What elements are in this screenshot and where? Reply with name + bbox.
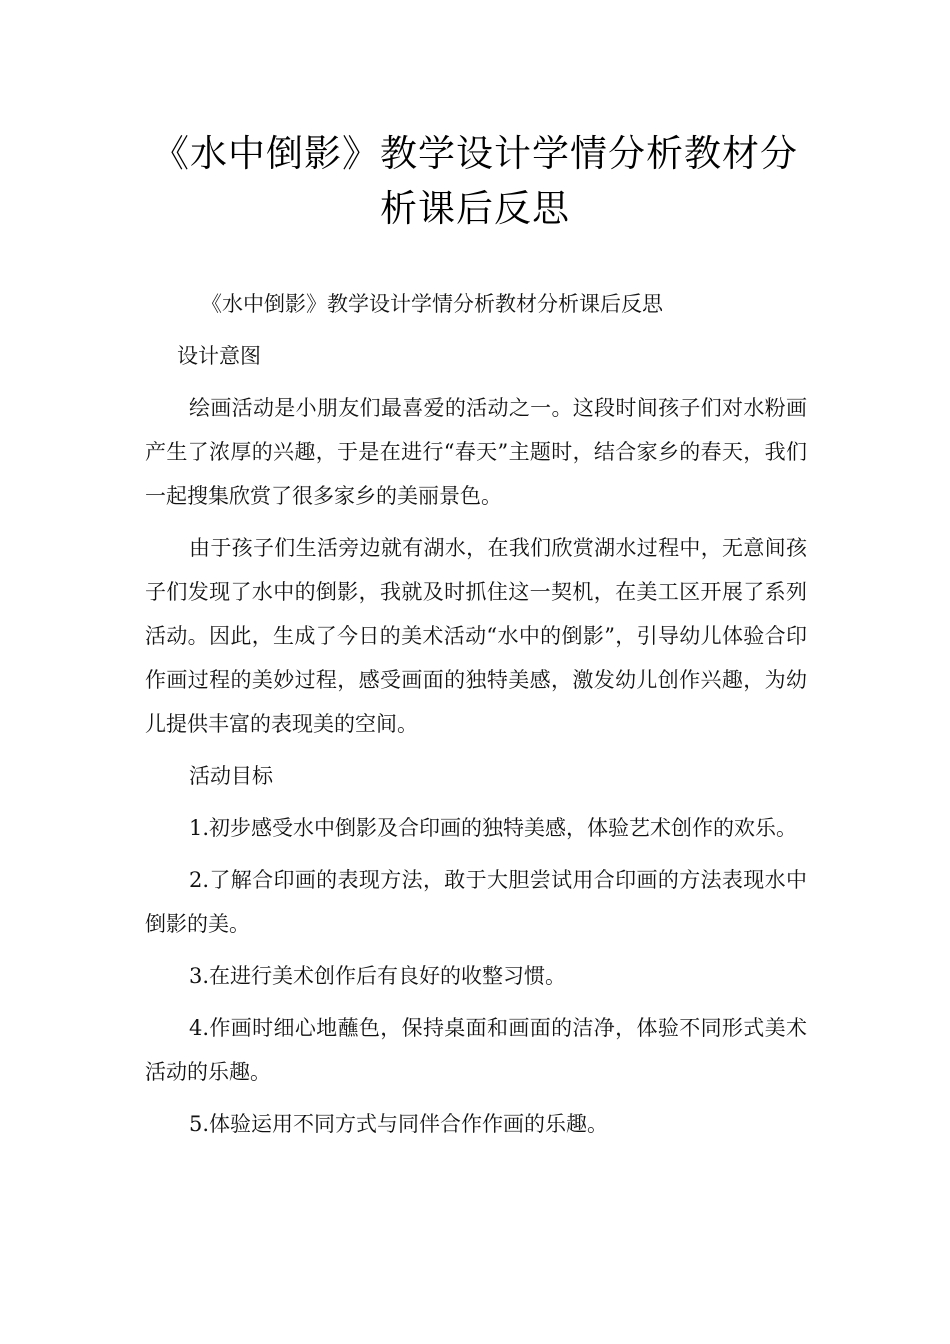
goal-item-1: 1.初步感受水中倒影及合印画的独特美感，体验艺术创作的欢乐。 xyxy=(189,816,798,840)
goal-item-4: 4.作画时细心地蘸色，保持桌面和画面的洁净，体验不同形式美术活动的乐趣。 xyxy=(145,1016,807,1084)
document-title: 《水中倒影》教学设计学情分析教材分析课后反思 xyxy=(152,132,798,230)
section-heading-design-intent: 设计意图 xyxy=(177,344,261,368)
goal-item-3: 3.在进行美术创作后有良好的收整习惯。 xyxy=(189,964,567,988)
subtitle-paragraph: 《水中倒影》教学设计学情分析教材分析课后反思 xyxy=(201,292,663,316)
paragraph-design-intent-2: 由于孩子们生活旁边就有湖水，在我们欣赏湖水过程中，无意间孩子们发现了水中的倒影，我就及时抓住这一契机，在美工区开展了系列活动。因此，生成了今日的美术活动“水中的倒影”，引导幼儿体验合印作画过程的美妙过程，感受画面的独特美感，激发幼儿创作兴趣，为幼儿提供丰富的表现美的空间。 xyxy=(145,536,807,736)
goal-item-5: 5.体验运用不同方式与同伴合作作画的乐趣。 xyxy=(189,1112,609,1136)
document-body xyxy=(145,282,807,1146)
paragraph-design-intent-1: 绘画活动是小朋友们最喜爱的活动之一。这段时间孩子们对水粉画产生了浓厚的兴趣，于是在进行“春天”主题时，结合家乡的春天，我们一起搜集欣赏了很多家乡的美丽景色。 xyxy=(145,396,807,508)
section-heading-activity-goals: 活动目标 xyxy=(189,764,273,788)
goal-item-2: 2.了解合印画的表现方法，敢于大胆尝试用合印画的方法表现水中倒影的美。 xyxy=(145,868,807,936)
